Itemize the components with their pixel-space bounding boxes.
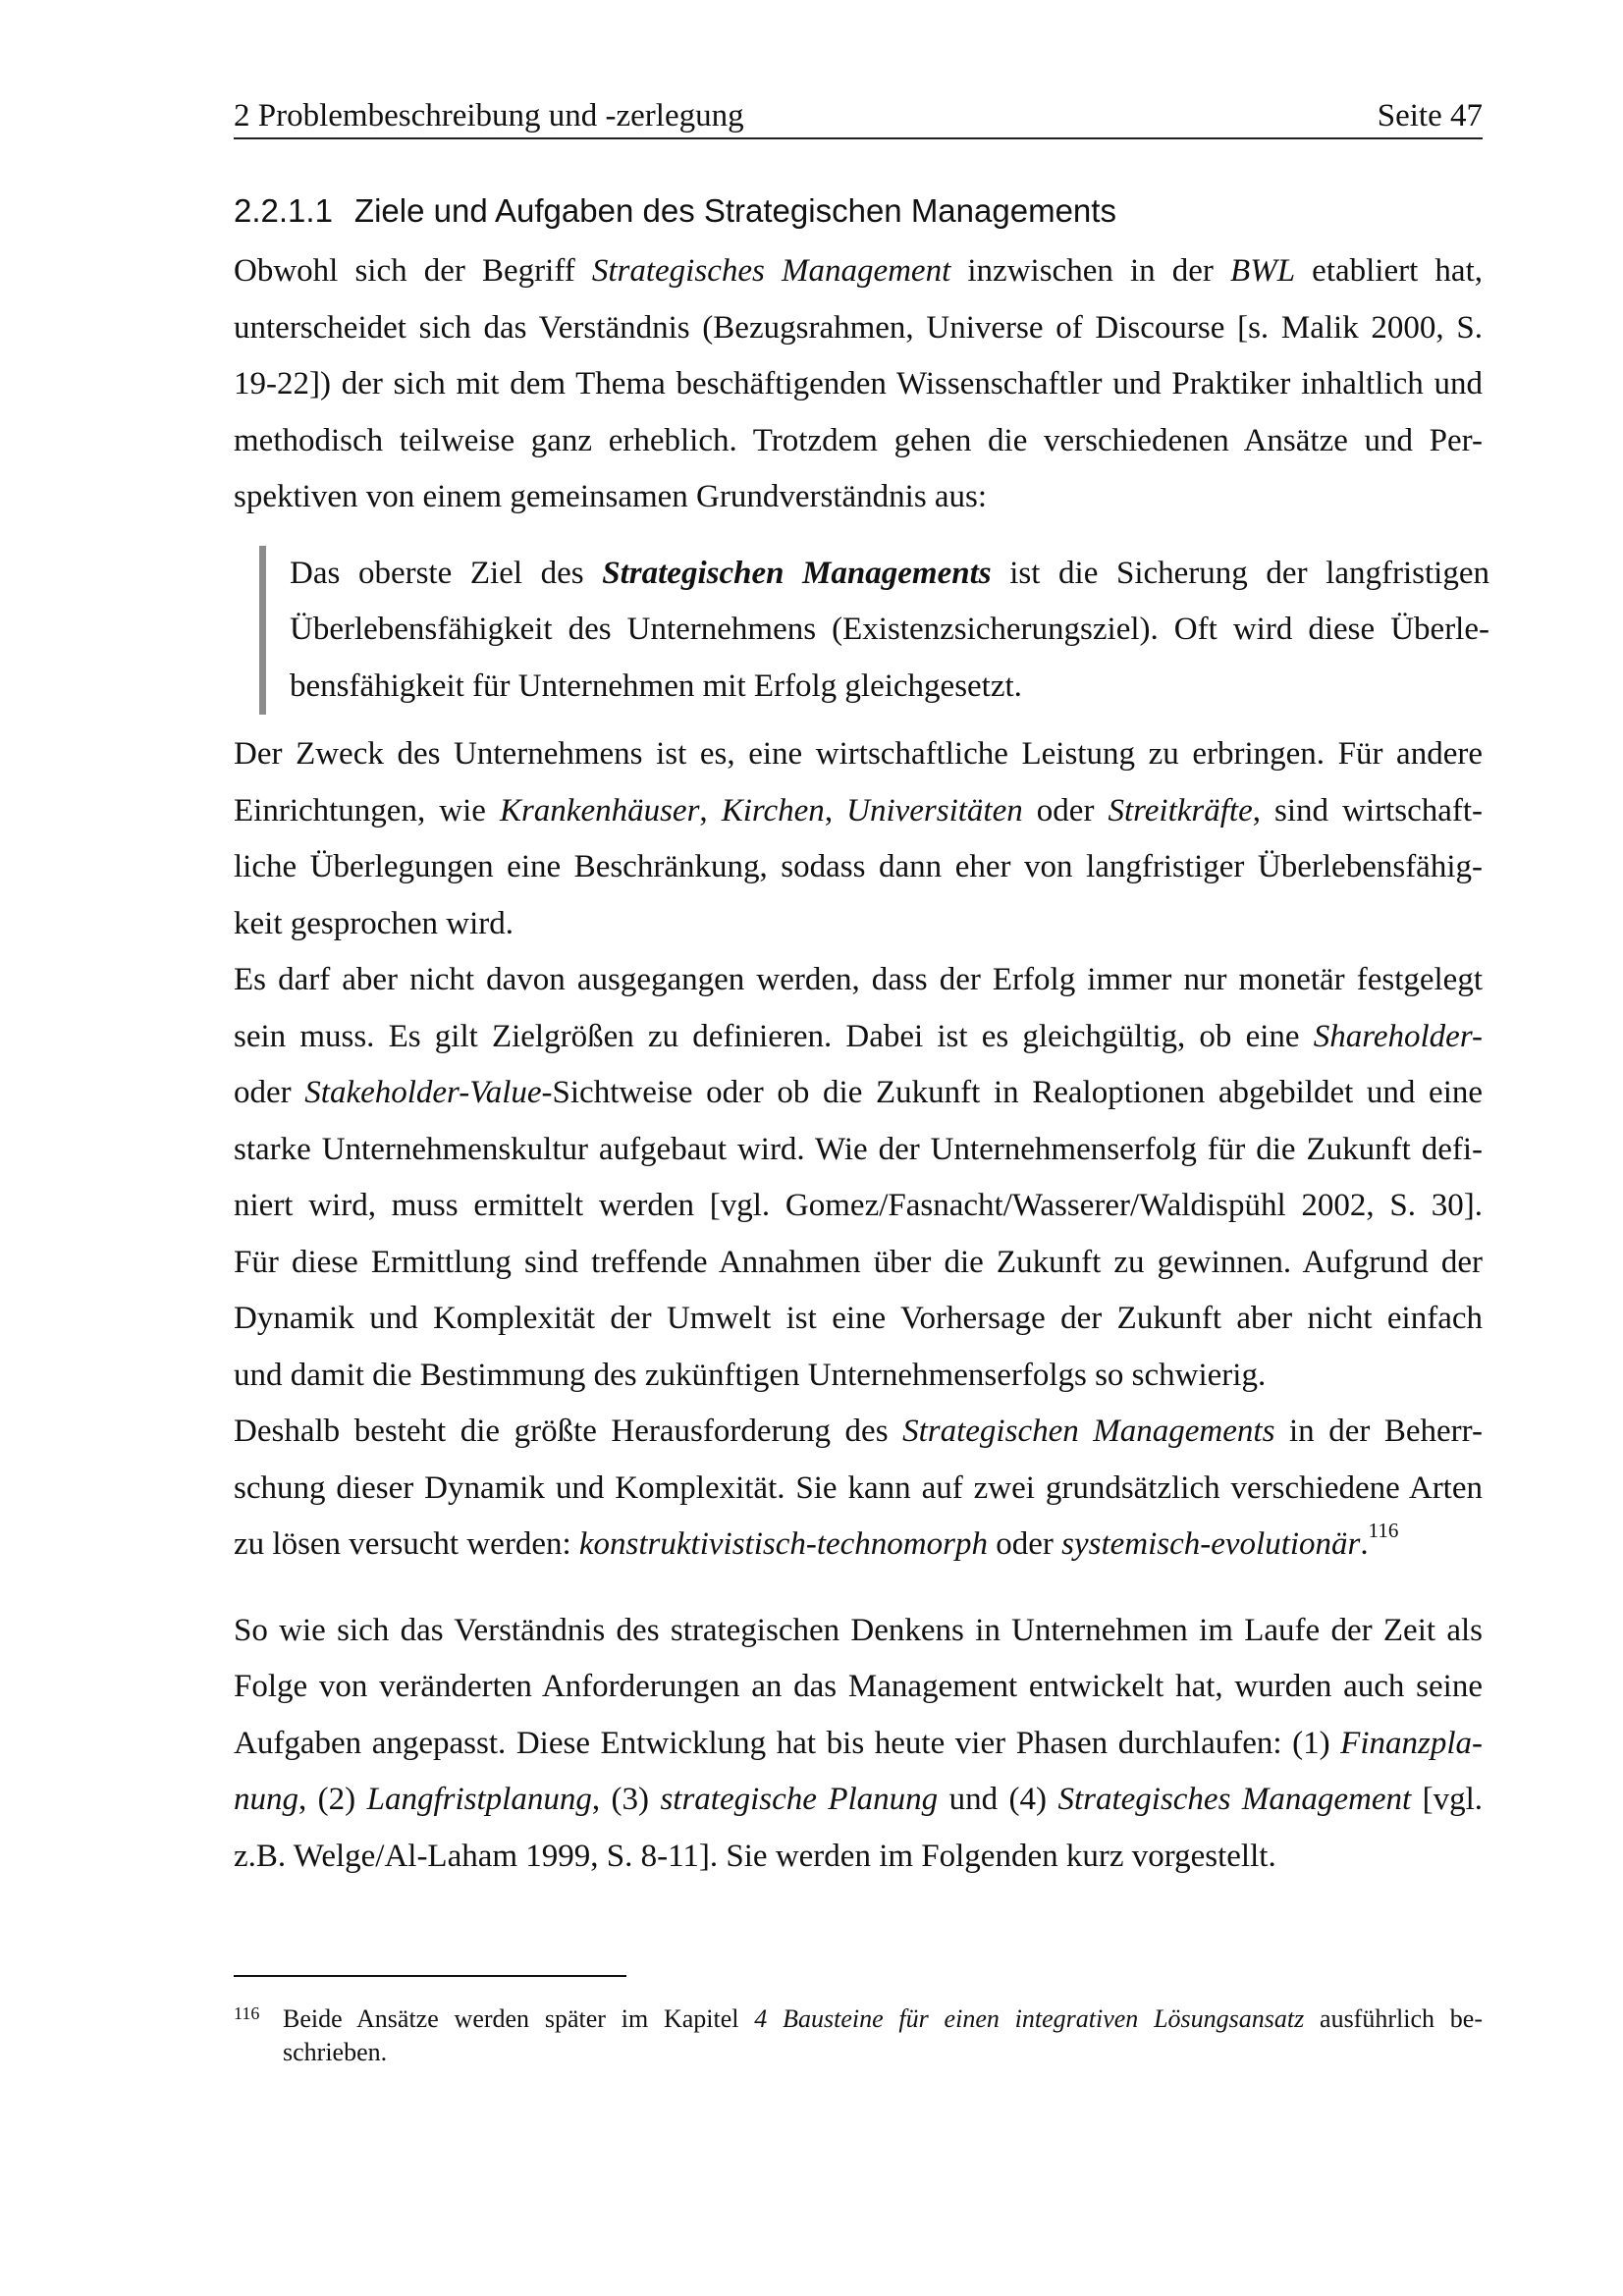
paragraph-line: liche Überlegungen eine Beschränkung, sodass dann eher von langfristiger Überlebensfähig- [234, 849, 1483, 884]
italic-term: Strategischen Managements [902, 1414, 1275, 1449]
italic-term: strategische Planung [660, 1782, 939, 1817]
italic-term: Krankenhäuser [499, 792, 700, 828]
text-run: ausführlich be- [1304, 2004, 1483, 2033]
paragraph-line: schung dieser Dynamik und Komplexität. Sie kann auf zwei grundsätzlich verschiedene Arten [234, 1469, 1483, 1506]
paragraph-line [234, 1716, 1483, 1773]
text-run: inzwischen in der [950, 253, 1231, 289]
paragraph-line: Dynamik und Komplexität der Umwelt ist eine Vorhersage der Zukunft aber nicht einfach [234, 1301, 1483, 1336]
footnote-line: schrieben. [283, 2038, 388, 2066]
italic-term: Finanzpla- [1340, 1725, 1483, 1761]
text-run: , [699, 792, 722, 828]
text-run: sein muss. Es gilt Zielgrößen zu definieren. Dabei ist es gleichgültig, ob eine [234, 1018, 1314, 1054]
paragraph-line: starke Unternehmenskultur aufgebaut wird. Wie der Unternehmenserfolg für die Zukunft defi- [234, 1131, 1483, 1167]
paragraph-line [234, 783, 1483, 840]
text-run: oder [987, 1526, 1062, 1562]
italic-term: Strategisches Management [1057, 1782, 1412, 1817]
text-run: oder [1022, 792, 1109, 828]
italic-term: Strategisches Management [591, 253, 951, 289]
text-run: zu lösen versucht werden: [234, 1526, 579, 1562]
paragraph-line: So wie sich das Verständnis des strategischen Denkens in Unternehmen im Laufe der Zeit als [234, 1612, 1483, 1648]
footnote-body [283, 2002, 1483, 2069]
text-run: [vgl. [1411, 1782, 1483, 1817]
paragraph-line: Für diese Ermittlung sind treffende Annahmen über die Zukunft zu gewinnen. Aufgrund der [234, 1244, 1483, 1280]
text-run: , (2) [298, 1782, 367, 1817]
paragraph-4 [234, 1404, 1483, 1574]
footnote-reference[interactable]: 116 [1368, 1519, 1399, 1542]
paragraph-line: unterscheidet sich das Verständnis (Bezugsrahmen, Universe of Discourse [s. Malik 2000, S. [234, 309, 1483, 346]
paragraph-line [234, 1009, 1483, 1066]
paragraph-line [234, 1065, 1483, 1122]
paragraph-line: und damit die Bestimmung des zukünftigen Unternehmenserfolgs so schwierig. [234, 1357, 1267, 1393]
paragraph-line [234, 1772, 1483, 1829]
page-number: Seite 47 [1377, 98, 1483, 133]
footnote-mark: 116 [234, 2003, 260, 2023]
text-run: in der Beherr- [1274, 1414, 1483, 1449]
quote-line [290, 546, 1489, 603]
text-run: Obwohl sich der Begriff [234, 253, 592, 289]
italic-term: Streitkräfte [1108, 792, 1253, 828]
text-run: und (4) [938, 1782, 1058, 1817]
paragraph-5 [234, 1603, 1483, 1886]
paragraph-line: methodisch teilweise ganz erheblich. Trotzdem gehen die verschiedenen Ansätze und Per- [234, 422, 1483, 458]
text-run: Einrichtungen, wie [234, 792, 500, 828]
text-run: , (3) [591, 1782, 661, 1817]
paragraph-line: keit gesprochen wird. [234, 905, 514, 941]
text-run: . [1360, 1526, 1369, 1562]
footnote [234, 2002, 1483, 2069]
italic-term: Langfristplanung [366, 1782, 592, 1817]
paragraph-line: z.B. Welge/Al-Laham 1999, S. 8-11]. Sie werden im Folgenden kurz vorgestellt. [234, 1838, 1276, 1874]
paragraph-line [234, 1517, 1483, 1574]
bold-italic-term: Strategischen Managements [602, 555, 992, 591]
italic-term: Shareholder- [1313, 1018, 1483, 1054]
text-run: , [824, 792, 847, 828]
footnote-separator [234, 1975, 626, 1977]
section-title: Ziele und Aufgaben des Strategischen Managements [353, 192, 1116, 229]
block-quote [259, 546, 1489, 716]
paragraph-line: 19-22]) der sich mit dem Thema beschäftigenden Wissenschaftler und Praktiker inhaltlich und [234, 366, 1483, 401]
paragraph-line: niert wird, muss ermittelt werden [vgl. Gomez/Fasnacht/Wasserer/Waldispühl 2002, S. 30]. [234, 1188, 1483, 1223]
text-run: Deshalb besteht die größte Herausforderung des [234, 1414, 903, 1449]
text-run: , sind wirtschaft- [1252, 792, 1484, 828]
footnote-line [283, 2002, 1483, 2036]
paragraph-1 [234, 243, 1483, 526]
text-run: -Sichtweise oder ob die Zukunft in Realoptionen abgebildet und eine [541, 1075, 1484, 1110]
italic-term: konstruktivistisch-technomorph [578, 1526, 988, 1562]
italic-term: Kirchen [721, 792, 825, 828]
body-text [234, 243, 1489, 1885]
text-run: ist die Sicherung der langfristigen [991, 555, 1489, 591]
paragraph-line: Es darf aber nicht davon ausgegangen werden, dass der Erfolg immer nur monetär festgelegt [234, 962, 1483, 997]
italic-term: nung [234, 1782, 298, 1817]
italic-term: systemisch-evolutionär [1061, 1526, 1361, 1562]
text-run: Das oberste Ziel des [290, 555, 603, 591]
section-number: 2.2.1.1 [234, 192, 333, 229]
italic-term: Stakeholder-Value [304, 1075, 542, 1110]
text-run: oder [234, 1075, 305, 1110]
paragraph-line [234, 243, 1483, 300]
paragraph-line: Der Zweck des Unternehmens ist es, eine wirtschaftliche Leistung zu erbringen. Für andere [234, 736, 1483, 772]
paragraph-line [234, 1404, 1483, 1461]
paragraph-line: Folge von veränderten Anforderungen an das Management entwickelt hat, wurden auch seine [234, 1669, 1483, 1704]
text-run: Beide Ansätze werden später im Kapitel [283, 2004, 755, 2033]
paragraph-3 [234, 952, 1483, 1404]
italic-term: Universitäten [846, 792, 1023, 828]
text-run: etabliert hat, [1295, 253, 1483, 289]
quote-line: Überlebensfähigkeit des Unternehmens (Existenzsicherungsziel). Oft wird diese Überle- [290, 612, 1489, 647]
italic-term: BWL [1230, 253, 1296, 289]
paragraph-2 [234, 726, 1483, 952]
paragraph-line: spektiven von einem gemeinsamen Grundverständnis aus: [234, 479, 988, 514]
running-header [234, 94, 1483, 139]
quote-line: bensfähigkeit für Unternehmen mit Erfolg gleichgesetzt. [290, 667, 1022, 704]
text-run: Aufgaben angepasst. Diese Entwicklung hat bis heute vier Phasen durchlaufen: (1) [234, 1725, 1341, 1761]
section-heading [234, 188, 1483, 234]
paragraph-gap [234, 1574, 1483, 1603]
italic-term: 4 Bausteine für einen integrativen Lösungsansatz [754, 2004, 1305, 2033]
chapter-title: 2 Problembeschreibung und -zerlegung [234, 98, 744, 133]
